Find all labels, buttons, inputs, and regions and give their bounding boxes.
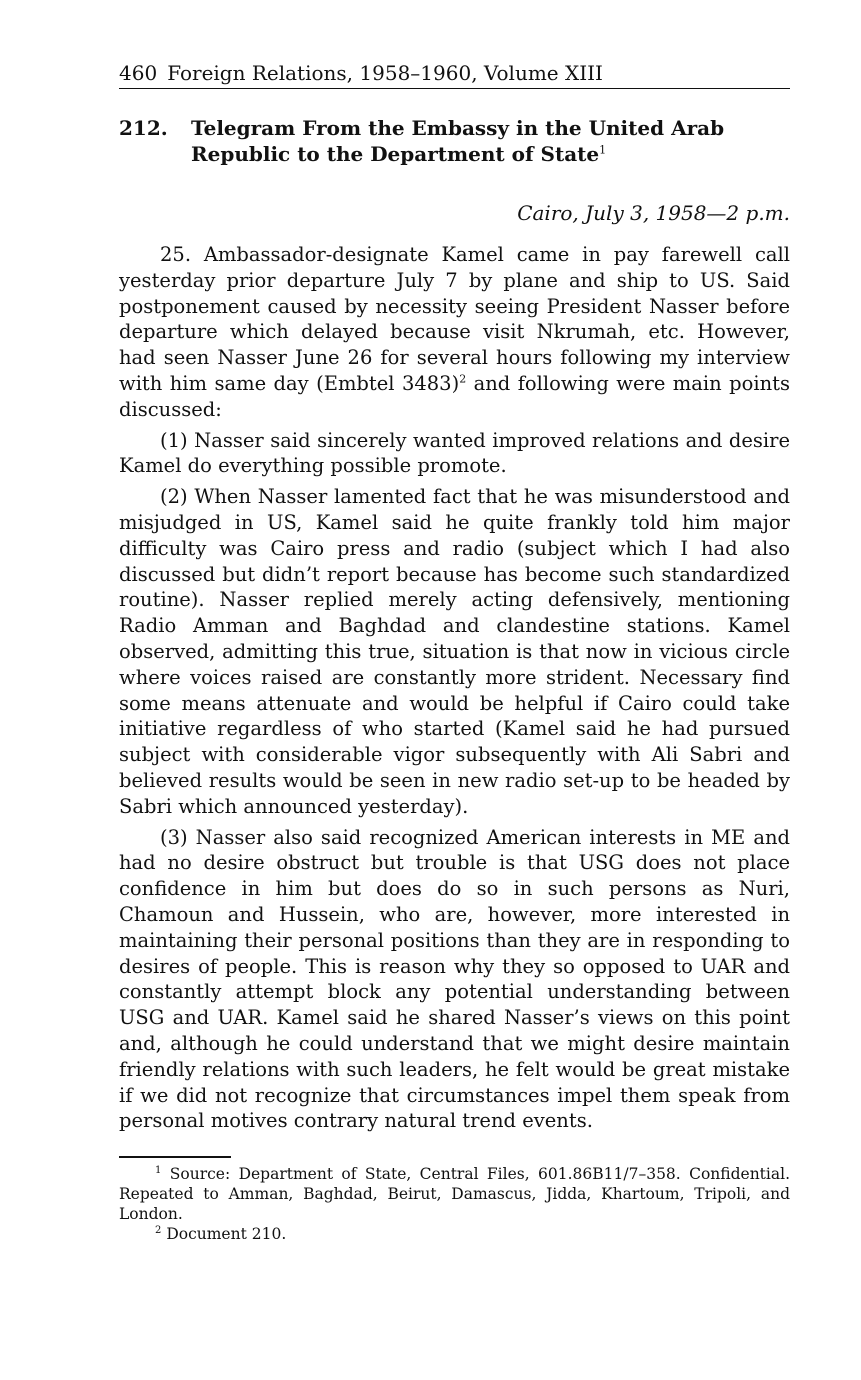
body-paragraph-1-text-a: 25. Ambassador-designate Kamel came in pay farewell call yesterday prior departure July 7 by plane and ship to US. Said postponement caused by necessity seeing President Nasser before departure which delayed because visit Nkrumah, etc. However, had seen Nasser June 26 for several hours following my interview with him same day (Embtel 3483) bbox=[119, 243, 790, 395]
series-title: Foreign Relations, 1958–1960, Volume XIII bbox=[167, 61, 603, 85]
document-title bbox=[191, 115, 790, 167]
page-number: 460 bbox=[119, 61, 158, 85]
footnote-1-text: Source: Department of State, Central Files, 601.86B11/7–358. Confidential. Repeated to Amman, Baghdad, Beirut, Damascus, Jidda, Khartoum, Tripoli, and London. bbox=[119, 1165, 790, 1224]
document-page bbox=[119, 60, 790, 1244]
footnote-1 bbox=[119, 1164, 790, 1224]
title-footnote-ref: 1 bbox=[599, 143, 607, 157]
running-head bbox=[119, 60, 790, 89]
body-footnote-ref: 2 bbox=[459, 372, 467, 386]
footnote-divider bbox=[119, 1156, 231, 1158]
document-number: 212. bbox=[119, 116, 168, 140]
footnote-1-marker: 1 bbox=[155, 1164, 162, 1176]
telegram-body bbox=[119, 242, 790, 1134]
footnote-2 bbox=[119, 1224, 790, 1244]
body-paragraph-2: (1) Nasser said sincerely wanted improved relations and desire Kamel do everything possible promote. bbox=[119, 428, 790, 478]
dateline: Cairo, July 3, 1958—2 p.m. bbox=[517, 201, 790, 225]
body-paragraph-3: (2) When Nasser lamented fact that he was misunderstood and misjudged in US, Kamel said he quite frankly told him major difficulty was Cairo press and radio (subject which I had also discussed but didn’t report because has become such standardized routine). Nasser replied merely acting defensively, mentioning Radio Amman and Baghdad and clandestine stations. Kamel observed, admitting this true, situation is that now in vicious circle where voices raised are constantly more strident. Necessary find some means attenuate and would be helpful if Cairo could take initiative regardless of who started (Kamel said he had pursued subject with considerable vigor subsequently with Ali Sabri and believed results would be seen in new radio set-up to be headed by Sabri which announced yesterday). bbox=[119, 485, 790, 818]
footnotes bbox=[119, 1164, 790, 1244]
footnote-2-text: Document 210. bbox=[166, 1225, 287, 1244]
body-paragraph-4: (3) Nasser also said recognized American interests in ME and had no desire obstruct but trouble is that USG does not place confidence in him but does do so in such persons as Nuri, Chamoun and Hussein, who are, however, more interested in maintaining their personal positions than they are in responding to desires of people. This is reason why they so opposed to UAR and constantly attempt block any potential understanding between USG and UAR. Kamel said he shared Nasser’s views on this point and, although he could understand that we might desire maintain friendly relations with such leaders, he felt would be great mistake if we did not recognize that circumstances impel them speak from personal motives contrary natural trend events. bbox=[119, 825, 790, 1133]
document-heading bbox=[119, 115, 790, 167]
document-title-text: Telegram From the Embassy in the United Arab Republic to the Department of State bbox=[191, 116, 725, 166]
body-paragraph-1 bbox=[119, 242, 790, 423]
body-paragraph-1-text-b: and following were main points discussed: bbox=[119, 371, 790, 421]
footnote-2-marker: 2 bbox=[155, 1224, 162, 1236]
